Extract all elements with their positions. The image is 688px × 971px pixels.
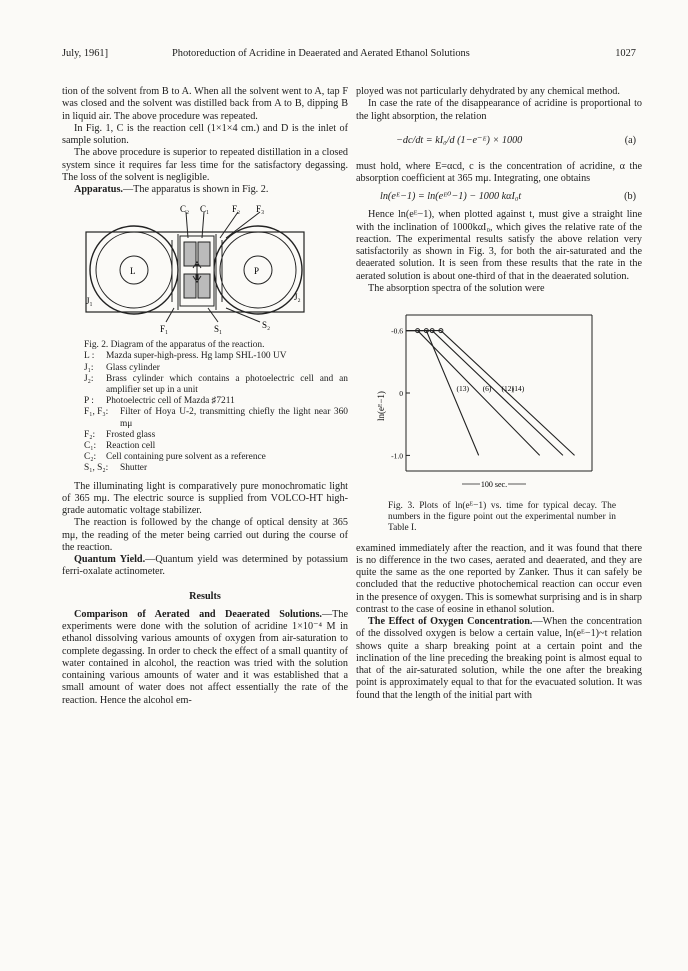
paragraph-text: —The apparatus is shown in Fig. 2. xyxy=(122,184,269,195)
series-line xyxy=(406,331,575,456)
decay-plot xyxy=(366,301,596,497)
label-c2: C₂ xyxy=(180,204,190,215)
y-tick-label: -0.6 xyxy=(391,326,403,336)
apparatus-diagram xyxy=(82,204,312,334)
section-heading-results: Results xyxy=(189,590,221,602)
paragraph: The illuminating light is comparatively pure monochromatic light of 365 mμ. The electric source is supplied from VOLCO-HT high-grade automatic voltage stabilizer. xyxy=(62,480,348,517)
label-f1: F₁ xyxy=(160,324,169,335)
legend-value: Photoelectric cell of Mazda ♯7211 xyxy=(106,396,235,407)
equation-b-body: ln(eᴱ−1) = ln(eᴱ⁰−1) − 1000 kαI₀t xyxy=(380,191,522,203)
legend-key: J₁: xyxy=(84,362,94,373)
legend-value: Mazda super-high-press. Hg lamp SHL-100 UV xyxy=(106,351,287,362)
paragraph xyxy=(62,609,348,707)
equation-b-label: (b) xyxy=(624,191,636,203)
paragraph-text: —The experiments were done with the solution of acridine 1×10⁻⁴ M in ethanol dissolving various amounts of oxygen from air-saturation to complete degassing. In order to check the effect of a small quantity of water contained in alcohol, the reaction was tried with the solution containing various amounts of water and it was established that a small amount of water does not affect essentially the rate of the reaction. Hence the alcohol em- xyxy=(62,608,348,706)
paragraph-text: —When the concentration of the dissolved oxygen is below a certain value, ln(eᴱ−1)~t relation shows quite a sharp breaking point at a certain point and the inclination of the line preceding the breaking point is almost equal to that of the air-saturated solution, while the one after the breaking point is approximately equal to that for the evacuated solution. It was found that the length of the initial part with xyxy=(356,616,642,701)
run-in-heading: Apparatus. xyxy=(74,184,123,195)
legend-entry xyxy=(84,441,348,452)
series-line xyxy=(406,331,563,456)
paragraph: tion of the solvent from B to A. When all the solvent went to A, tap F was closed and the solvent was distilled back from A to B, dipping B in liquid air. The above procedure was repeated. xyxy=(62,86,348,122)
paragraph: must hold, where E=αcd, c is the concentration of acridine, α the absorption coefficient at 365 mμ. Integrating, one obtains xyxy=(356,160,642,184)
label-lamp: L xyxy=(130,266,136,277)
legend-entry xyxy=(84,430,348,441)
paragraph: Hence ln(eᴱ−1), when plotted against t, must give a straight line with the inclination of 1000kαI₀, which gives the relative rate of the reaction. The experimental results satisfy the above relation very satisfactorily as shown in Fig. 3, for both the air-saturated and the deaerated solution. It is seen from these results that the rate in the aerated solution is about one-third of that in the deaerated solution. xyxy=(356,209,642,282)
legend-value: Filter of Hoya U-2, transmitting chiefly the light near 360 mμ xyxy=(120,407,348,429)
paragraph: ployed was not particularly dehydrated by any chemical method. xyxy=(356,86,620,97)
figure-3-chart xyxy=(366,301,596,497)
paragraph: In case the rate of the disappearance of acridine is proportional to the light absorption, the relation xyxy=(356,98,642,122)
issue-date: July, 1961] xyxy=(62,48,109,59)
series-line xyxy=(406,331,479,456)
legend-value: Frosted glass xyxy=(106,429,156,440)
legend-value: Shutter xyxy=(120,463,148,474)
label-j1: J₁ xyxy=(86,296,93,307)
figure-2-legend xyxy=(84,351,348,474)
page-number: 1027 xyxy=(615,48,636,59)
legend-key: L : xyxy=(84,351,95,362)
label-c1: C₁ xyxy=(200,204,210,215)
paragraph xyxy=(62,554,348,579)
paragraph xyxy=(62,184,348,196)
label-s1: S₁ xyxy=(214,324,223,335)
legend-key: C₁: xyxy=(84,441,97,452)
paragraph: examined immediately after the reaction, and it was found that there is no difference in the two cases, aerated and deaerated, and they are quite the same as the one reported by Zanker. Thus it can safely be concluded that the reductive photochemical reaction can occur even in the presence of oxygen. This is somewhat surprising and is in sharp contrast to the case of eosine in ethanol solution. xyxy=(356,542,642,615)
equation-b xyxy=(356,187,642,207)
paragraph: The above procedure is superior to repeated distillation in a closed system since it requires far less time for the satisfactory degassing. The loss of the solvent is negligible. xyxy=(62,147,348,183)
series-label: (6) xyxy=(482,384,492,393)
y-axis-label: ln(eᴱ−1) xyxy=(376,391,386,421)
legend-value: Cell containing pure solvent as a reference xyxy=(106,452,266,463)
legend-key: C₂: xyxy=(84,452,97,463)
paragraph xyxy=(356,616,642,702)
legend-entry xyxy=(84,452,348,463)
figure-2-diagram xyxy=(82,204,312,334)
legend-value: Glass cylinder xyxy=(106,362,160,373)
equation-a xyxy=(356,125,642,159)
legend-entry xyxy=(84,363,348,374)
series-label: (12) xyxy=(501,384,515,393)
legend-entry xyxy=(84,351,348,362)
legend-key: J₂: xyxy=(84,373,94,384)
figure-2-caption: Fig. 2. Diagram of the apparatus of the reaction. xyxy=(84,340,265,351)
legend-value: Reaction cell xyxy=(106,441,156,452)
time-scale-label: 100 sec. xyxy=(480,480,508,489)
running-title: Photoreduction of Acridine in Deaerated and Aerated Ethanol Solutions xyxy=(172,48,470,59)
paragraph: The reaction is followed by the change of optical density at 365 mμ, the reading of the meter being carried out during the course of the reaction. xyxy=(62,517,348,553)
run-in-heading: The Effect of Oxygen Concentration. xyxy=(368,616,533,628)
legend-entry xyxy=(84,396,348,407)
run-in-heading: Quantum Yield. xyxy=(74,554,146,566)
right-column xyxy=(356,86,642,702)
series-label: (14) xyxy=(511,384,525,393)
label-f2: F₂ xyxy=(232,204,241,215)
legend-key: F₁, F₃: xyxy=(84,407,109,418)
figure-3-caption: Fig. 3. Plots of ln(eᴱ−1) vs. time for typical decay. The numbers in the figure point out the experimental number in Table I. xyxy=(388,501,616,534)
series-label: (13) xyxy=(456,384,469,393)
series-line xyxy=(406,331,540,456)
paragraph: The absorption spectra of the solution were xyxy=(368,282,545,294)
legend-entry xyxy=(84,407,348,429)
label-f3: F₃ xyxy=(256,204,265,215)
label-j2: J₂ xyxy=(294,292,301,303)
paragraph-text: —Quantum yield was determined by potassium ferri-oxalate actinometer. xyxy=(62,554,348,578)
left-column xyxy=(62,86,348,707)
legend-entry xyxy=(84,374,348,396)
label-photocell: P xyxy=(254,266,260,277)
equation-a-body: −dc/dt = kI₀/d (1−e⁻ᴱ) × 1000 xyxy=(396,134,523,146)
legend-entry xyxy=(84,463,348,474)
legend-key: F₂: xyxy=(84,429,96,440)
equation-a-label: (a) xyxy=(624,134,636,146)
legend-key: S₁, S₂: xyxy=(84,463,109,474)
legend-value: Brass cylinder which contains a photoelectric cell and an amplifier set up in a unit xyxy=(106,373,348,396)
legend-key: P : xyxy=(84,396,94,407)
label-s2: S₂ xyxy=(262,320,271,331)
running-header xyxy=(62,46,636,66)
y-tick-label: 0 xyxy=(399,389,403,398)
paragraph: In Fig. 1, C is the reaction cell (1×1×4 cm.) and D is the inlet of sample solution. xyxy=(62,122,348,146)
y-tick-label: -1.0 xyxy=(391,451,403,461)
run-in-heading: Comparison of Aerated and Deaerated Solutions. xyxy=(74,608,322,620)
